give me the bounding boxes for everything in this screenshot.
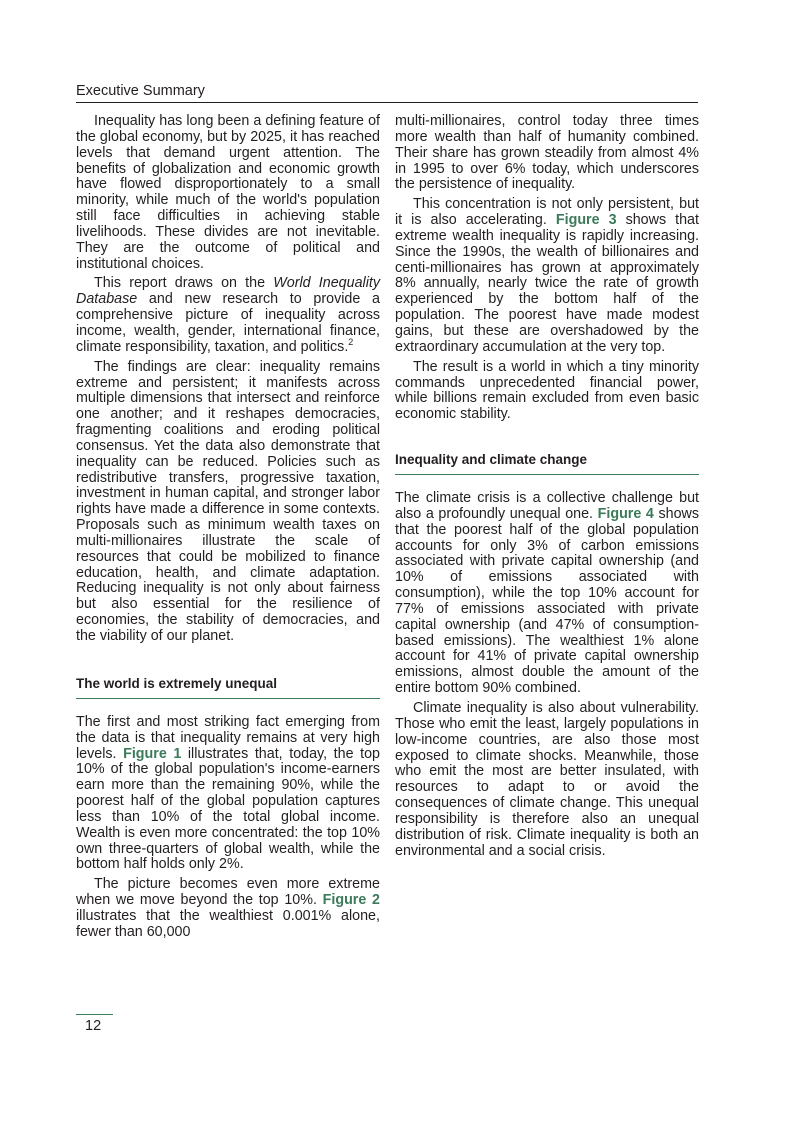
figure-3-link[interactable]: Figure 3 [555,212,617,229]
right-column [395,114,699,863]
database-title: World Inequality Database [76,275,380,308]
figure-4-link[interactable]: Figure 4 [597,505,654,522]
paragraph: The result is a world in which a tiny minority commands unprecedented financial power, while billions remain excluded from even basic economic stability. [395,358,699,423]
paragraph: This concentration is not only persistent, but it is also accelerating. Figure 3 shows that extreme wealth inequality is rapidly increasing. Since the 1990s, the wealth of billionaires and centi-millionaires has grown at approximately 8% annually, nearly twice the rate of growth experienced by the bottom half of the population. The poorest have made modest gains, but these are overshadowed by the extraordinary accumulation at the very top. [395,196,699,355]
paragraph: multi-millionaires, control today three times more wealth than half of humanity combined. Their share has grown steadily from almost 4% in 1995 to over 6% today, which underscores the persistence of inequality. [395,113,699,193]
running-header [76,82,698,103]
section-heading-climate: Inequality and climate change [395,452,699,475]
page-number: 12 [85,1018,102,1034]
paragraph: The picture becomes even more extreme when we move beyond the top 10%. Figure 2 illustrates that the wealthiest 0.001% alone, fewer than 60,000 [76,876,380,940]
paragraph: Inequality has long been a defining feature of the global economy, but by 2025, it has reached levels that demand urgent attention. The benefits of globalization and economic growth have flowed disproportionately to a small minority, while much of the world's population still face difficulties in achieving stable livelihoods. These divides are not inevitable. They are the outcome of political and institutional choices. [76,113,380,272]
footer-rule [76,1014,113,1015]
paragraph: This report draws on the World Inequality Database and new research to provide a comprehensive picture of inequality across income, wealth, gender, international finance, climate responsibility, taxation, and politics.$^2$ [76,275,380,355]
paragraph: The climate crisis is a collective challenge but also a profoundly unequal one. Figure 4 shows that the poorest half of the global population accounts for only 3% of carbon emissions associated with private capital ownership (and 10% of emissions associated with consumption), while the top 10% account for 77% of emissions associated with private capital ownership (and 47% of consumption-based emissions). The wealthiest 1% alone account for 41% of private capital ownership emissions, almost double the amount of the entire bottom 90% combined. [395,490,699,697]
paragraph: The first and most striking fact emerging from the data is that inequality remains at very high levels. Figure 1 illustrates that, today, the top 10% of the global population's income-earners earn more than the remaining 90%, while the poorest half of the global population captures less than 10% of the total global income. Wealth is even more concentrated: the top 10% own three-quarters of global wealth, while the bottom half holds only 2%. [76,713,380,873]
header-title: Executive Summary [76,83,205,99]
figure-1-link[interactable]: Figure 1 [123,745,182,762]
paragraph: Climate inequality is also about vulnerability. Those who emit the least, largely populations in low-income countries, are also those most exposed to climate shocks. Meanwhile, those who emit the most are better insulated, with resources to adapt to or avoid the consequences of climate change. This unequal responsibility is therefore also an unequal distribution of risk. Climate inequality is both an environmental and a social crisis. [395,700,699,859]
section-heading-world-unequal: The world is extremely unequal [76,676,380,699]
left-column [76,114,380,945]
paragraph: The findings are clear: inequality remains extreme and persistent; it manifests across multiple dimensions that intersect and reinforce one another; and it reshapes democracies, fragmenting coalitions and eroding political consensus. Yet the data also demonstrate that inequality can be reduced. Policies such as redistributive transfers, progressive taxation, investment in human capital, and stronger labor rights have made a difference in some contexts. Proposals such as minimum wealth taxes on multi-millionaires illustrate the scale of resources that could be mobilized to finance education, health, and climate adaptation. Reducing inequality is not only about fairness but also essential for the resilience of economies, the stability of democracies, and the viability of our planet. [76,358,380,644]
figure-2-link[interactable]: Figure 2 [322,892,380,909]
footnote-marker[interactable]: 2 [348,336,354,347]
